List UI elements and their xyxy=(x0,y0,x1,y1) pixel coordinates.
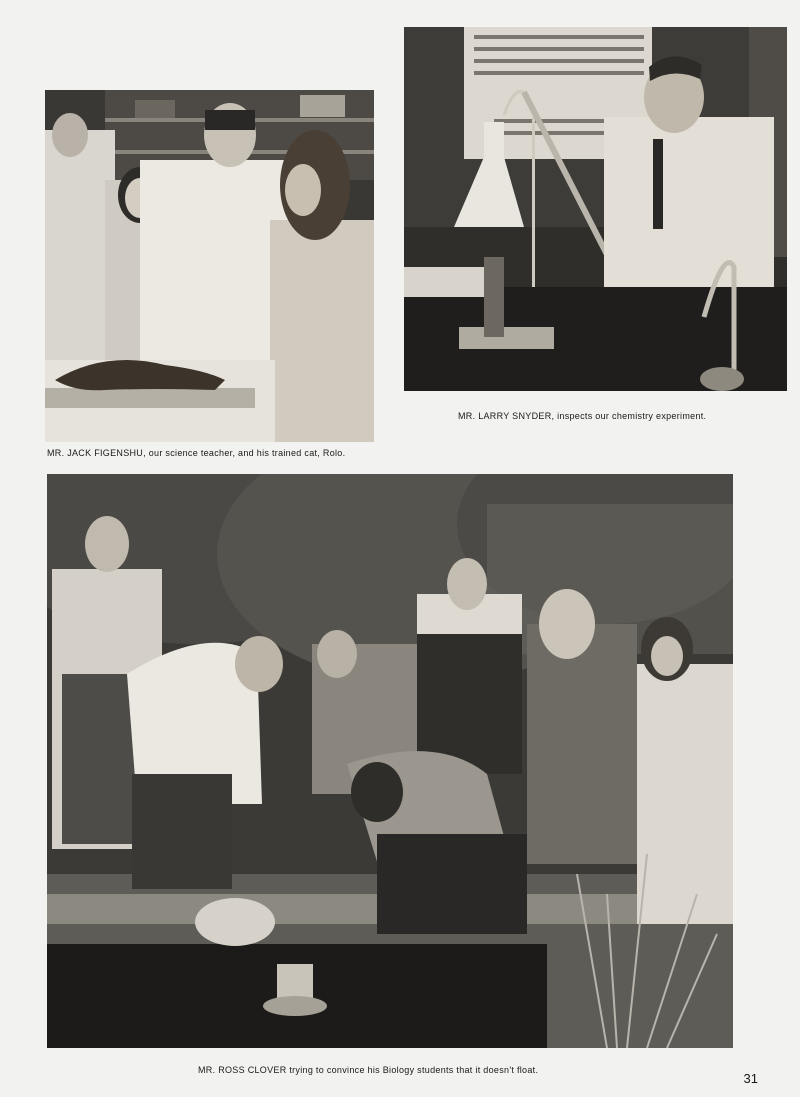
photo-clover-biology xyxy=(47,474,733,1048)
caption-figenshu: MR. JACK FIGENSHU, our science teacher, and his trained cat, Rolo. xyxy=(47,448,346,458)
page-number: 31 xyxy=(743,1071,758,1086)
caption-snyder: MR. LARRY SNYDER, inspects our chemistry experiment. xyxy=(458,411,707,421)
caption-clover: MR. ROSS CLOVER trying to convince his Biology students that it doesn't float. xyxy=(198,1065,539,1075)
photo-figenshu-cat xyxy=(45,90,374,442)
photo-snyder-chemistry xyxy=(404,27,787,391)
